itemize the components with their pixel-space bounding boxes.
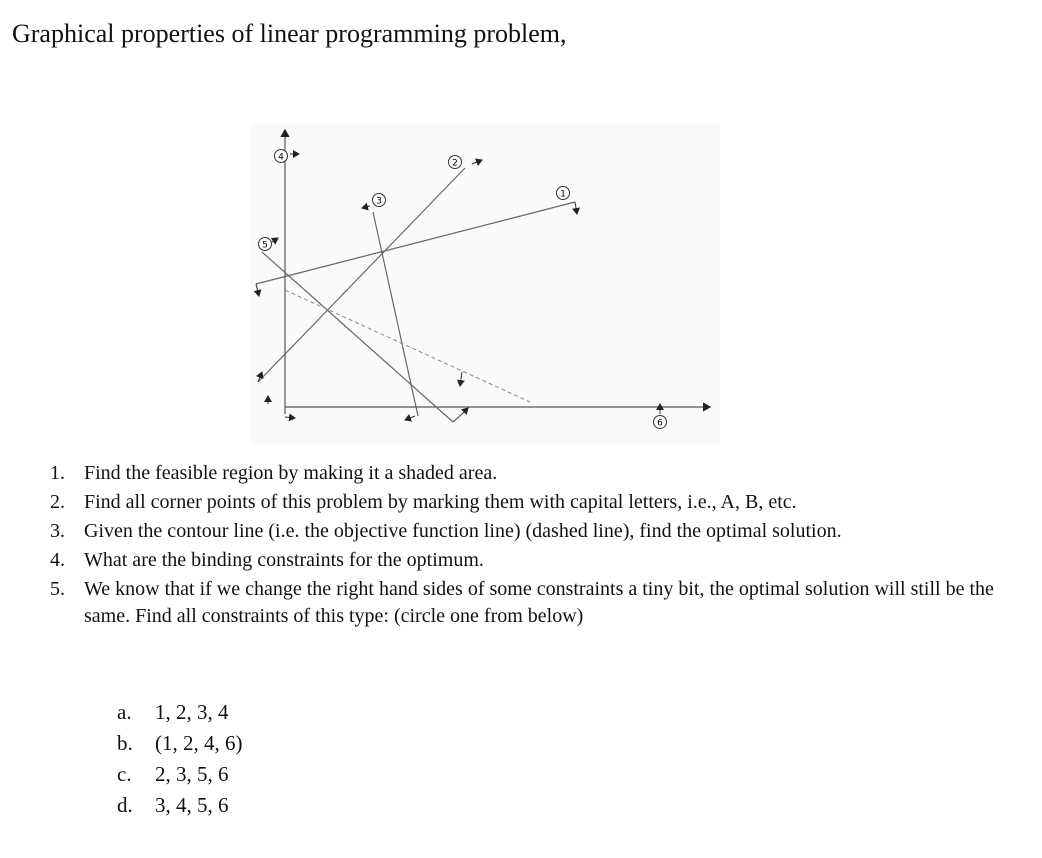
question-item: 2. Find all corner points of this problem by marking them with capital letters, i.e., A, B, etc. (50, 491, 797, 513)
constraint-label-5 (259, 238, 272, 251)
svg-text:6: 6 (657, 418, 663, 429)
choice-d[interactable]: d. 3, 4, 5, 6 (117, 793, 229, 817)
constraint-label-4 (275, 150, 288, 163)
svg-text:3: 3 (376, 196, 382, 207)
constraint-label-1 (557, 187, 570, 200)
constraint-label-6 (654, 416, 667, 429)
question-item: 1. Find the feasible region by making it a shaded area. (50, 462, 498, 484)
question-item: 4. What are the binding constraints for the optimum. (50, 549, 484, 571)
constraint-label-2 (449, 156, 462, 169)
choice-c[interactable]: c. 2, 3, 5, 6 (117, 762, 229, 786)
page-title: Graphical properties of linear programming problem, (12, 19, 567, 48)
answer-choices (115, 697, 243, 821)
choice-b[interactable]: b. (1, 2, 4, 6) (117, 731, 243, 755)
question-list (40, 460, 1020, 632)
svg-text:4: 4 (278, 152, 284, 163)
constraint-label-3 (373, 194, 386, 207)
lp-graph (250, 124, 720, 444)
svg-text:2: 2 (452, 158, 458, 169)
question-item: 5. We know that if we change the right hand sides of some constraints a tiny bit, the optimal solution will still be the same. Find all constraints of this type: (circle one from below) (50, 578, 994, 627)
figure-background (250, 124, 720, 444)
svg-text:1: 1 (560, 189, 566, 200)
choice-a[interactable]: a. 1, 2, 3, 4 (117, 700, 229, 724)
question-item: 3. Given the contour line (i.e. the objective function line) (dashed line), find the optimal solution. (50, 520, 842, 542)
lp-graph-figure (250, 124, 720, 444)
svg-text:5: 5 (262, 240, 268, 251)
